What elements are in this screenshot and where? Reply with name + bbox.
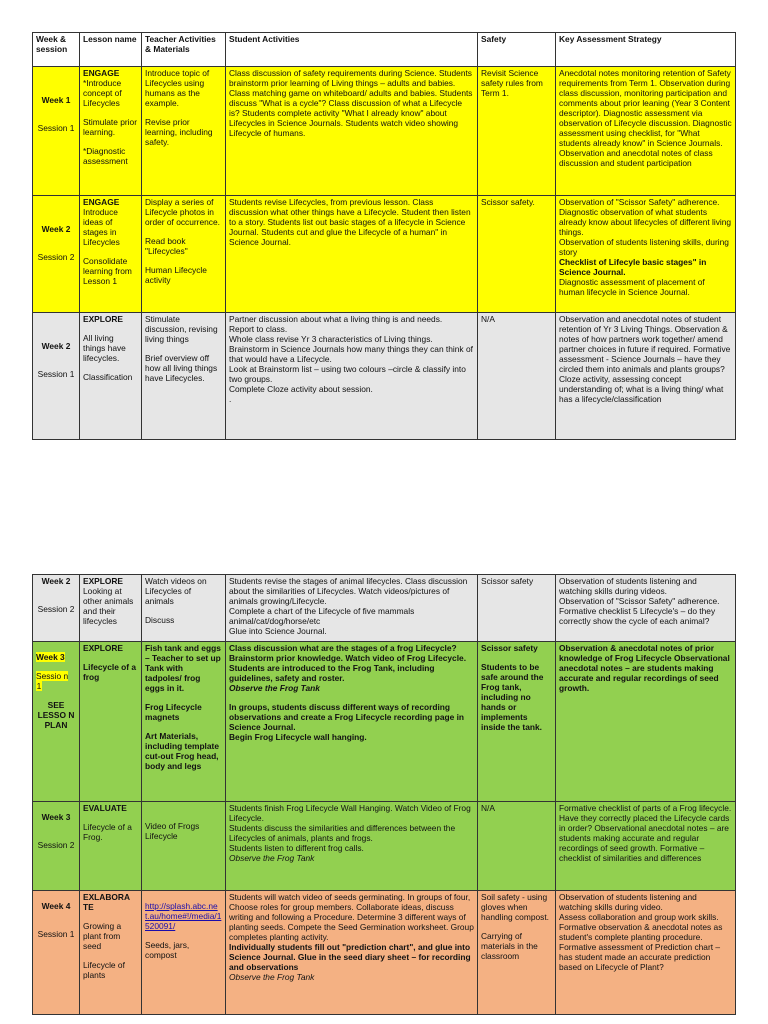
week-label: Week 2 bbox=[41, 576, 71, 586]
session-label: Session 2 bbox=[37, 252, 75, 262]
phase-label: EXPLORE bbox=[83, 643, 124, 653]
assessment-cell: Formative checklist of parts of a Frog lifecycle. Have they correctly placed the Lifecycle cards in order? Observational anecdotal notes – are students making accurate and regular recordings of seed growth. Formative – checklist of similarities and differences bbox=[556, 802, 736, 891]
lesson-text: Growing a plant from seed bbox=[83, 921, 122, 951]
assessment-text: Observation of "Scissor Safety" adherence. bbox=[559, 596, 720, 606]
phase-label: EVALUATE bbox=[83, 803, 127, 813]
teacher-cell bbox=[142, 802, 226, 891]
week-cell bbox=[33, 67, 80, 196]
header-row bbox=[33, 33, 736, 67]
lesson-text: Classification bbox=[83, 372, 133, 382]
teacher-cell bbox=[142, 67, 226, 196]
lesson-cell bbox=[80, 67, 142, 196]
student-cell bbox=[226, 313, 478, 440]
assessment-text: Observation of "Scissor Safety" adherence. bbox=[559, 197, 720, 207]
session-label: Session 2 bbox=[37, 604, 75, 614]
assessment-text: Observation of students listening and watching skills during videos. bbox=[559, 576, 697, 596]
lesson-text: *Introduce concept of Lifecycles bbox=[83, 78, 122, 108]
student-text: Students finish Frog Lifecycle Wall Hanging. Watch Video of Frog Lifecycle. bbox=[229, 803, 471, 823]
session-label: Session 1 bbox=[37, 123, 75, 133]
week-label: Week 1 bbox=[41, 95, 71, 105]
phase-label: EXPLORE bbox=[83, 576, 124, 586]
student-text: In groups, students discuss different ways of recording observations and create a Frog Lifecycle recording page in Science Journal. bbox=[229, 702, 465, 732]
assessment-text: Formative checklist 5 Lifecycle's – do they correctly show the cycle of each animal? bbox=[559, 606, 716, 626]
lesson-text: Lifecycle of a Frog. bbox=[83, 822, 132, 842]
phase-label: ENGAGE bbox=[83, 197, 120, 207]
session-label: Session 2 bbox=[37, 840, 75, 850]
table-row bbox=[33, 575, 736, 642]
student-text: Students will watch video of seeds germinating. In groups of four, Choose roles for group members. Collaborate ideas, discuss writing and following a Procedure. Determine 3 different ways of planting seeds. Compete the Seed Germination worksheet. Group completes planting activity. bbox=[229, 892, 474, 942]
assessment-cell: Observation & anecdotal notes of prior knowledge of Frog Lifecycle Observational anecdotal notes – are students making accurate and regular recordings of seed growth. bbox=[556, 642, 736, 802]
student-text: Begin Frog Lifecycle wall hanging. bbox=[229, 732, 367, 742]
phase-label: EXPLORE bbox=[83, 314, 124, 324]
lesson-cell bbox=[80, 891, 142, 1015]
safety-cell: N/A bbox=[478, 313, 556, 440]
table-row bbox=[33, 196, 736, 313]
session-label: Session 1 bbox=[37, 929, 75, 939]
table-row bbox=[33, 802, 736, 891]
teacher-text: Display a series of Lifecycle photos in order of occurrence. bbox=[145, 197, 220, 227]
header-week-session: Week & session bbox=[33, 33, 80, 67]
week-cell bbox=[33, 891, 80, 1015]
student-text: Glue into Science Journal. bbox=[229, 626, 327, 636]
session-label: Session 1 bbox=[37, 369, 75, 379]
student-text: Individually students fill out "prediction chart", and glue into Science Journal. Glue in the seed diary sheet – for recording and observations bbox=[229, 942, 471, 972]
teacher-cell bbox=[142, 575, 226, 642]
teacher-text: Read book "Lifecycles" bbox=[145, 236, 188, 256]
teacher-text: Stimulate discussion, revising living things bbox=[145, 314, 218, 344]
assessment-text: Assess collaboration and group work skills. bbox=[559, 912, 719, 922]
teacher-text: Revise prior learning, including safety. bbox=[145, 117, 213, 147]
student-text: Report to class. bbox=[229, 324, 288, 334]
assessment-text: Observation of students listening skills, during story bbox=[559, 237, 729, 257]
lesson-text: Lifecycle of plants bbox=[83, 960, 125, 980]
student-text: Whole class revise Yr 3 characteristics of Living things. bbox=[229, 334, 433, 344]
week-cell bbox=[33, 313, 80, 440]
student-cell bbox=[226, 642, 478, 802]
student-text: Observe the Frog Tank bbox=[229, 853, 315, 863]
teacher-text: Seeds, jars, compost bbox=[145, 940, 190, 960]
teacher-cell bbox=[142, 196, 226, 313]
assessment-cell bbox=[556, 575, 736, 642]
lesson-cell bbox=[80, 196, 142, 313]
safety-cell: Scissor safety bbox=[478, 575, 556, 642]
week-label: Week 2 bbox=[41, 224, 71, 234]
safety-text: Scissor safety bbox=[481, 643, 538, 653]
teacher-cell bbox=[142, 642, 226, 802]
assessment-text: Formative observation & anecdotal notes as student's complete planting procedure. bbox=[559, 922, 723, 942]
lesson-text: All living things have lifecycles. bbox=[83, 333, 126, 363]
see-lesson-plan-label: SEE LESSO N PLAN bbox=[37, 700, 75, 730]
table-row bbox=[33, 642, 736, 802]
lesson-text: Consolidate learning from Lesson 1 bbox=[83, 256, 132, 286]
safety-text: Students to be safe around the Frog tank, including no hands or implements inside the tank. bbox=[481, 662, 544, 732]
lesson-plan-table-2 bbox=[32, 574, 736, 1015]
student-text: Students discuss the similarities and differences between the Lifecycles of animals, plants and frogs. bbox=[229, 823, 456, 843]
student-cell: Class discussion of safety requirements during Science. Students brainstorm prior learning of Living things – adults and babies. Class matching game on whiteboard/ adults and babies. Students discuss "What is a cycle"? Class discussion of what a Lifecycle is? Students complete activity "What I already know" about Lifecycles in Science Journals. Students watch video showing Lifecycle of humans. bbox=[226, 67, 478, 196]
lesson-text: Lifecycle of a frog bbox=[83, 662, 137, 682]
assessment-text: Diagnostic observation of what students already know about lifecycles of different living things. bbox=[559, 207, 732, 237]
teacher-text: Brief overview off how all living things have Lifecycles. bbox=[145, 353, 218, 383]
student-cell bbox=[226, 891, 478, 1015]
safety-cell: Revisit Science safety rules from Term 1. bbox=[478, 67, 556, 196]
header-assessment: Key Assessment Strategy bbox=[556, 33, 736, 67]
assessment-cell bbox=[556, 196, 736, 313]
teacher-text: Fish tank and eggs – Teacher to set up Tank with tadpoles/ frog eggs in it. bbox=[145, 643, 221, 693]
safety-cell: N/A bbox=[478, 802, 556, 891]
week-cell bbox=[33, 575, 80, 642]
lesson-text: *Diagnostic assessment bbox=[83, 146, 128, 166]
header-lesson-name: Lesson name bbox=[80, 33, 142, 67]
student-text: Observe the Frog Tank bbox=[229, 683, 320, 693]
teacher-text: Frog Lifecycle magnets bbox=[145, 702, 202, 722]
teacher-text: Watch videos on Lifecycles of animals bbox=[145, 576, 207, 606]
teacher-text: Discuss bbox=[145, 615, 175, 625]
student-cell bbox=[226, 575, 478, 642]
lesson-text: Introduce ideas of stages in Lifecycles bbox=[83, 207, 120, 247]
lesson-cell bbox=[80, 642, 142, 802]
assessment-text: Checklist of Lifecyle basic stages" in Science Journal. bbox=[559, 257, 707, 277]
student-text: Look at Brainstorm list – using two colours –circle & classify into two groups. bbox=[229, 364, 466, 384]
session-label: Sessio n bbox=[36, 671, 69, 681]
header-safety: Safety bbox=[478, 33, 556, 67]
table-row bbox=[33, 67, 736, 196]
assessment-text: Diagnostic assessment of placement of human lifecycle in Science Journal. bbox=[559, 277, 705, 297]
week-label: Week 3 bbox=[36, 652, 65, 662]
student-text: Brainstorm in Science Journals how many things they can think of that would have a Lifecycle. bbox=[229, 344, 473, 364]
assessment-cell: Observation and anecdotal notes of student retention of Yr 3 Living Things. Observation & notes of how partners work together/ amend partner choices in future if required. Formative assessment - Science Journals – have they circled them into animals and plants groups? Cloze activity, assessing concept understanding of; what is a living thing/ what has a lifecycle/classification bbox=[556, 313, 736, 440]
lesson-plan-table-1 bbox=[32, 32, 736, 440]
lesson-cell bbox=[80, 575, 142, 642]
teacher-cell bbox=[142, 891, 226, 1015]
header-student-activities: Student Activities bbox=[226, 33, 478, 67]
header-teacher-activities: Teacher Activities & Materials bbox=[142, 33, 226, 67]
teacher-text: Introduce topic of Lifecycles using humans as the example. bbox=[145, 68, 210, 108]
phase-label: ENGAGE bbox=[83, 68, 120, 78]
table-row bbox=[33, 313, 736, 440]
video-link[interactable]: http://splash.abc.net.au/home#!/media/1520091/ bbox=[145, 901, 222, 931]
lesson-text: Stimulate prior learning. bbox=[83, 117, 137, 137]
student-cell: Students revise Lifecycles, from previous lesson. Class discussion what other things have a Lifecycle. Student then listen to a story. Students list out basic stages of a lifecycle in Science Journal. Students cut and glue the Lifecycle of a human" in Science Journal. bbox=[226, 196, 478, 313]
student-cell bbox=[226, 802, 478, 891]
teacher-cell bbox=[142, 313, 226, 440]
lesson-cell bbox=[80, 802, 142, 891]
student-text: Partner discussion about what a living thing is and needs. bbox=[229, 314, 443, 324]
week-label: Week 3 bbox=[41, 812, 71, 822]
assessment-text: Formative assessment of Prediction chart – has student made an accurate prediction based on Lifecycle of Plant? bbox=[559, 942, 721, 972]
student-text: Observe the Frog Tank bbox=[229, 972, 315, 982]
safety-text: Soil safety - using gloves when handling compost. bbox=[481, 892, 549, 922]
session-number: 1 bbox=[36, 681, 42, 691]
phase-label: EXLABORA TE bbox=[83, 892, 130, 912]
week-label: Week 4 bbox=[41, 901, 71, 911]
week-cell bbox=[33, 802, 80, 891]
student-text: Students revise the stages of animal lifecycles. Class discussion about the similarities of Lifecycles. Watch videos/pictures of animals growing/Lifecycle. bbox=[229, 576, 468, 606]
safety-text: Carrying of materials in the classroom bbox=[481, 931, 538, 961]
safety-cell: Scissor safety. bbox=[478, 196, 556, 313]
safety-cell bbox=[478, 891, 556, 1015]
student-text: Complete Cloze activity about session. bbox=[229, 384, 373, 394]
lesson-cell bbox=[80, 313, 142, 440]
week-label: Week 2 bbox=[41, 341, 71, 351]
teacher-text: Video of Frogs Lifecycle bbox=[145, 821, 200, 841]
student-text: Students listen to different frog calls. bbox=[229, 843, 364, 853]
table-row bbox=[33, 891, 736, 1015]
assessment-cell: Anecdotal notes monitoring retention of Safety requirements from Term 1. Observation during class discussion, monitoring participation and comments about prior leaning (Year 3 Content descriptor). Diagnostic assessment via observation of Lifecycle discussion. Diagnostic assessment using checklist, for "What students already know" in Science Journals. Observation and anecdotal notes of class discussion and student participation bbox=[556, 67, 736, 196]
student-text: . bbox=[229, 394, 232, 404]
student-text: Complete a chart of the Lifecycle of five mammals animal/cat/dog/horse/etc bbox=[229, 606, 415, 626]
lesson-text: Looking at other animals and their lifecycles bbox=[83, 586, 134, 626]
teacher-text: Human Lifecycle activity bbox=[145, 265, 207, 285]
week-cell bbox=[33, 196, 80, 313]
assessment-text: Observation of students listening and watching skills during video. bbox=[559, 892, 697, 912]
teacher-text: Art Materials, including template cut-out Frog head, body and legs bbox=[145, 731, 219, 771]
assessment-cell bbox=[556, 891, 736, 1015]
student-text: Class discussion what are the stages of a frog Lifecycle? Brainstorm prior knowledge. Watch video of Frog Lifecycle. Students are introduced to the Frog Tank, including guidelines, safety and roster. bbox=[229, 643, 467, 683]
safety-cell bbox=[478, 642, 556, 802]
week-cell bbox=[33, 642, 80, 802]
